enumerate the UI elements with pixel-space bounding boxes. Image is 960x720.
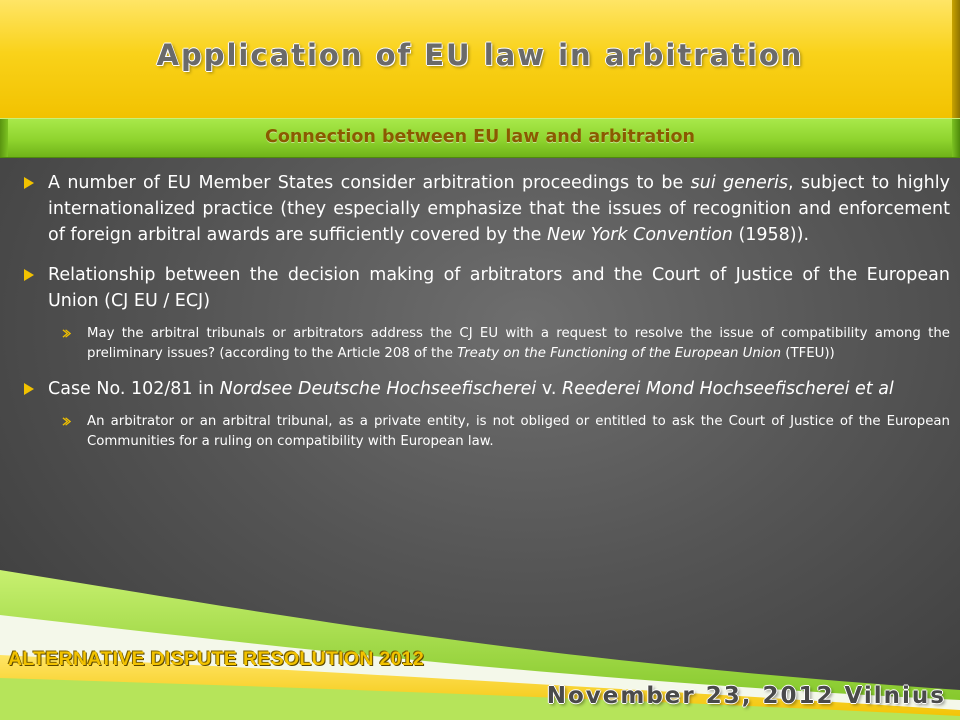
bullet-text: , subject to highly internationalized practice (they especially emphasize that the issues of recognition and enforcement of foreign arbitral awards are sufficiently covered by the: [48, 173, 950, 245]
subtitle-bar: [0, 118, 960, 158]
arrow-bullet-icon: [62, 417, 71, 426]
bullet-list: [22, 170, 950, 464]
bullet-text-italic: Nordsee Deutsche Hochseefischerei: [219, 379, 537, 399]
bullet-item: [22, 376, 950, 402]
bullet-text: An arbitrator or an arbitral tribunal, as a private entity, is not obliged or entitled to ask the Court of Justice of the European Communities for a ruling on compatibility with European law.: [87, 414, 950, 449]
sub-bullet-item: [22, 412, 950, 452]
bullet-text: A number of EU Member States consider arbitration proceedings to be: [48, 173, 691, 193]
bullet-text: Case No. 102/81 in: [48, 379, 220, 399]
bullet-text: (TFEU)): [781, 346, 835, 361]
sub-bullet-item: [22, 324, 950, 364]
bullet-text-italic: sui generis: [690, 173, 788, 193]
bullet-text: Relationship between the decision making of arbitrators and the Court of Justice of the European Union (CJ EU / ECJ): [48, 265, 950, 311]
footer-date-location: November 23, 2012 Vilnius: [546, 683, 946, 709]
title-bar: [0, 0, 960, 118]
triangle-right-icon: [24, 177, 34, 189]
bullet-item: [22, 262, 950, 314]
bullet-text-italic: New York Convention: [547, 225, 733, 245]
bullet-text-italic: Reederei Mond Hochseefischerei et al: [561, 379, 894, 399]
bullet-text: v.: [536, 379, 562, 399]
bullet-text: (1958)).: [732, 225, 810, 245]
bullet-text: May the arbitral tribunals or arbitrators address the CJ EU with a request to resolve the issue of compatibility among the preliminary issues? (according to the Article 208 of the: [87, 326, 950, 361]
bullet-text-italic: Treaty on the Functioning of the European Union: [457, 346, 782, 361]
bullet-item: [22, 170, 950, 248]
arrow-bullet-icon: [62, 329, 71, 338]
slide-subtitle: Connection between EU law and arbitration: [264, 127, 695, 147]
slide-title: Application of EU law in arbitration: [156, 38, 804, 72]
triangle-right-icon: [24, 383, 34, 395]
footer-event-name: ALTERNATIVE DISPUTE RESOLUTION 2012: [8, 648, 425, 670]
triangle-right-icon: [24, 269, 34, 281]
